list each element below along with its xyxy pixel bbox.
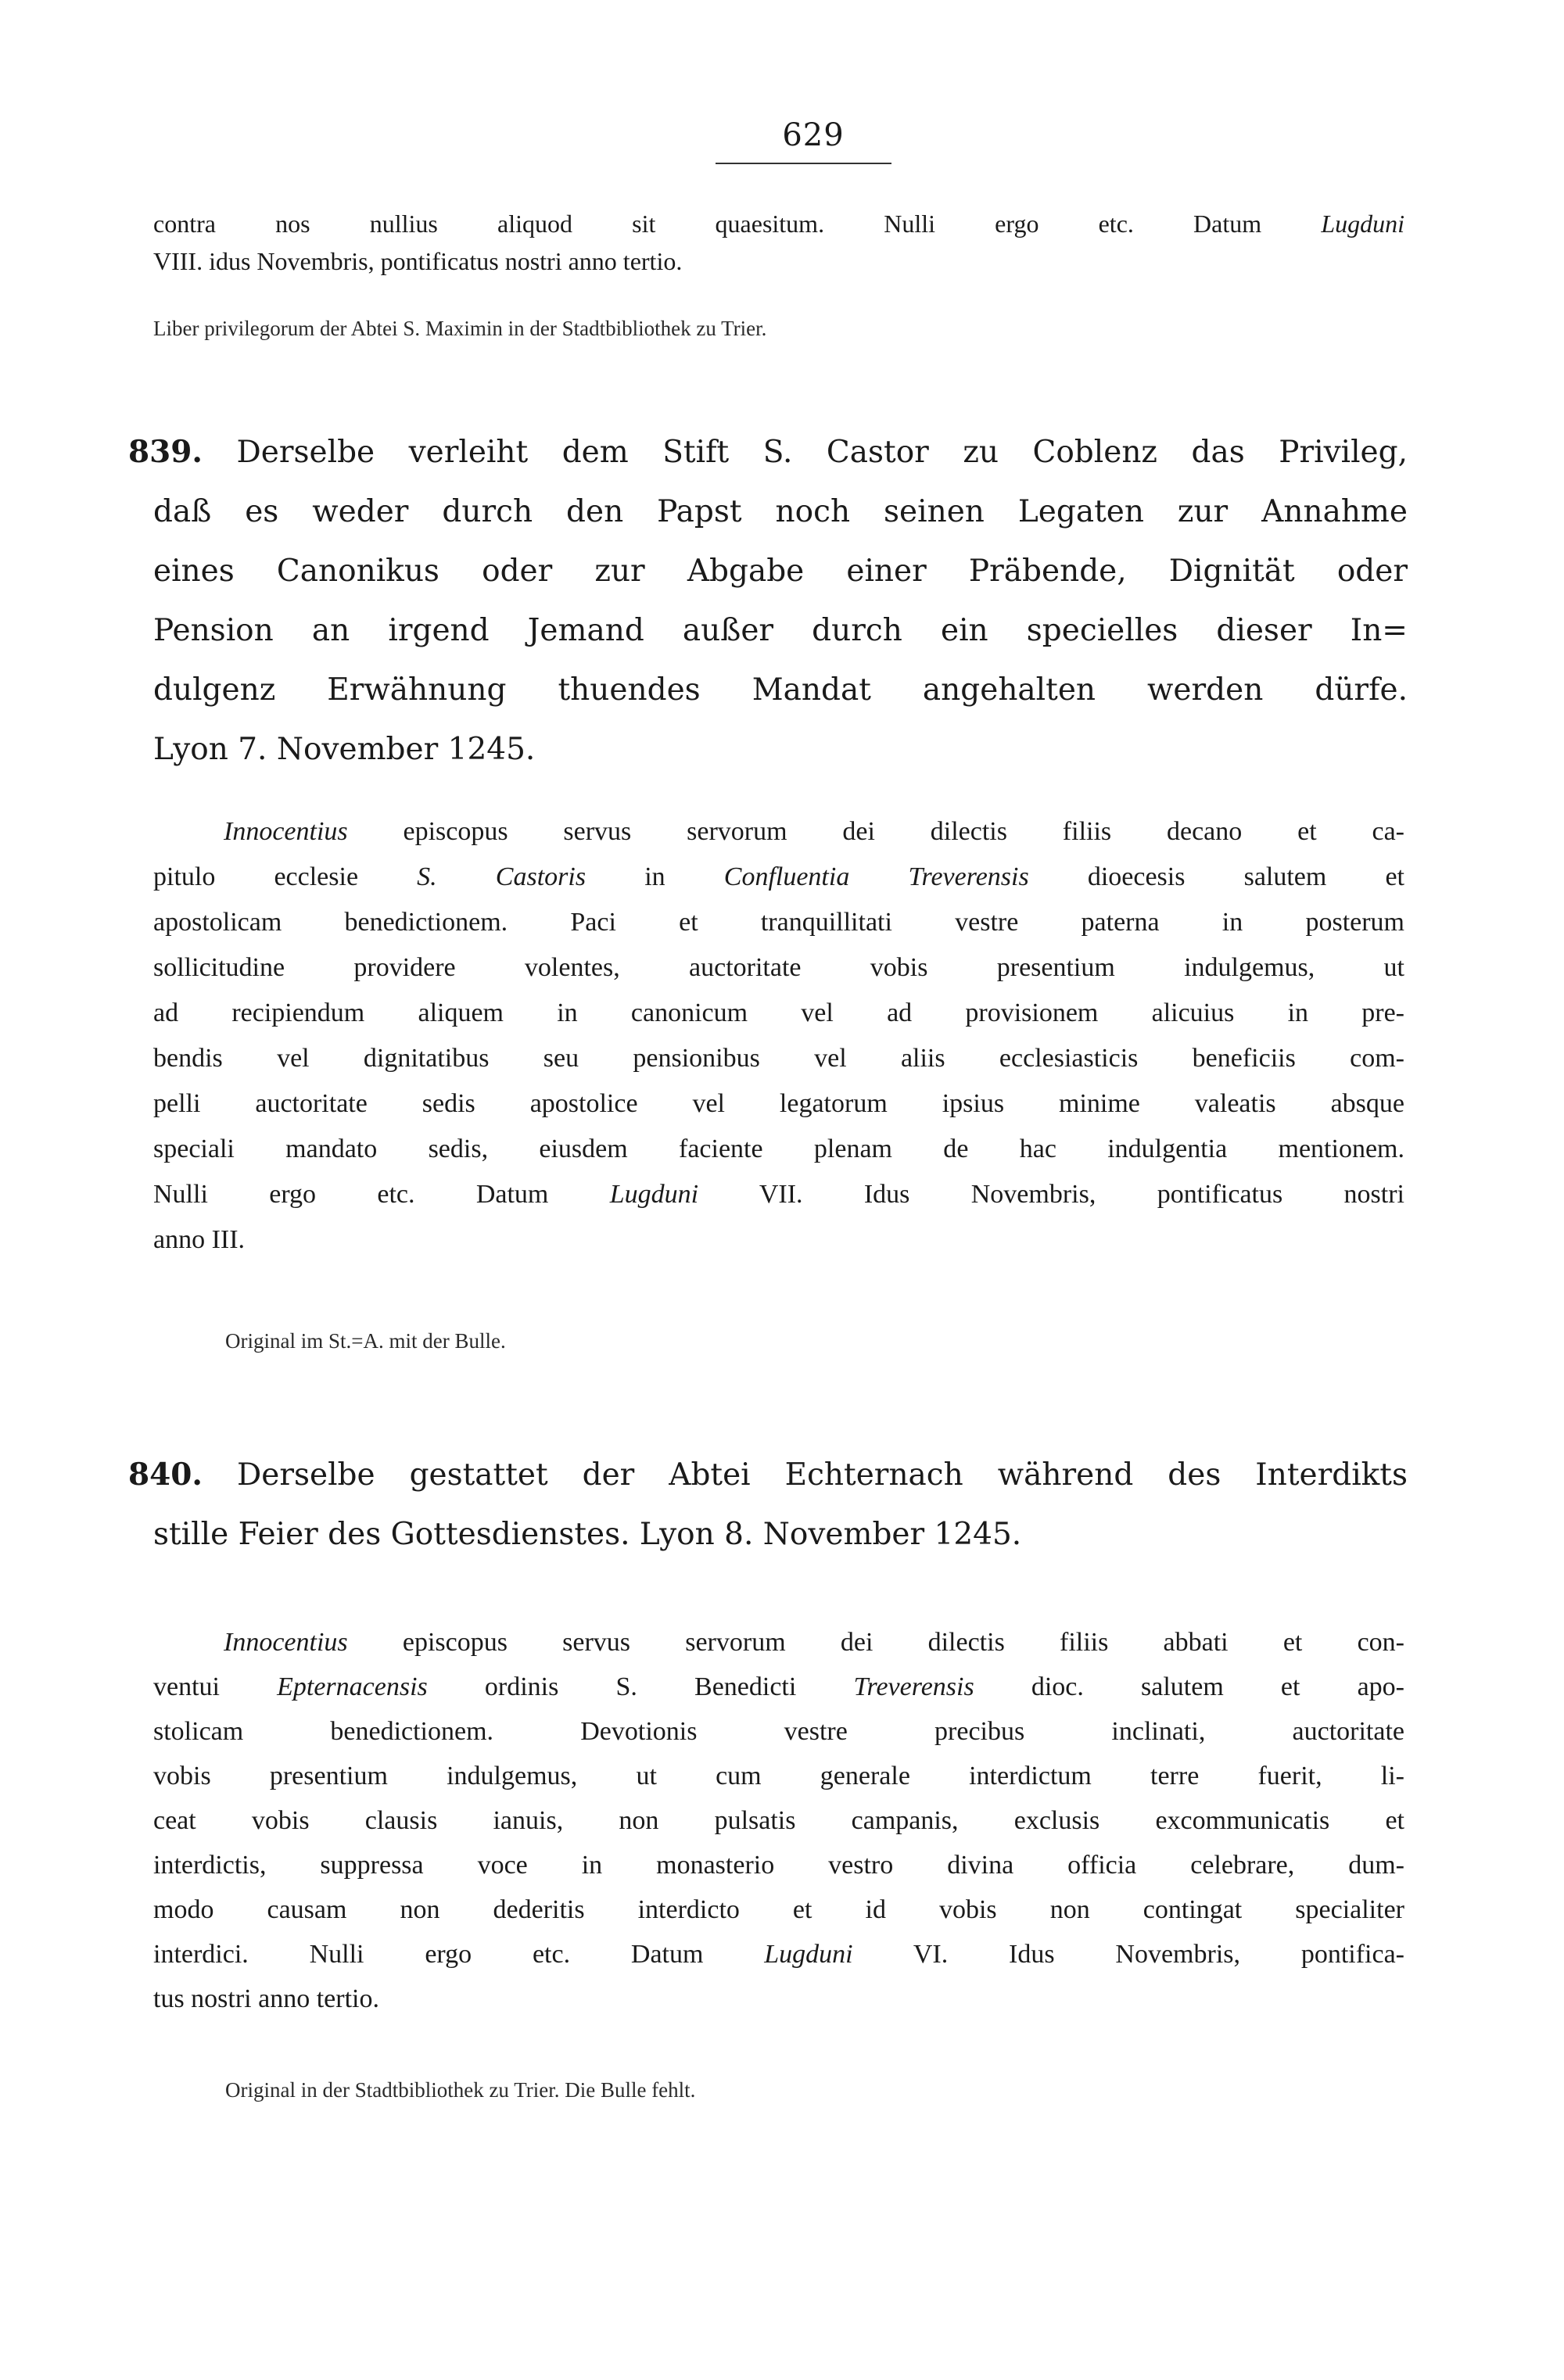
doc840-body-line: vobis presentium indulgemus, ut cum generale interdictum terre fuerit, li-	[153, 1762, 1404, 1790]
doc839-heading	[128, 422, 1408, 780]
doc839-heading-line: Lyon 7. November 1245.	[153, 732, 536, 767]
doc839-body-line: speciali mandato sedis, eiusdem faciente plenam de hac indulgentia mentionem.	[153, 1134, 1404, 1163]
doc840-heading	[128, 1445, 1408, 1565]
doc839-body-line: anno III.	[153, 1225, 246, 1254]
doc839-heading-line: Pension an irgend Jemand außer durch ein specielles dieser In=	[153, 613, 1408, 648]
doc839-body-line: pitulo ecclesie S. Castoris in Confluentia Treverensis dioecesis salutem et	[153, 862, 1404, 891]
prev-doc-source: Liber privilegorum der Abtei S. Maximin in der Stadtbibliothek zu Trier.	[153, 317, 767, 340]
doc839-body-line: Nulli ergo etc. Datum Lugduni VII. Idus Novembris, pontificatus nostri	[153, 1180, 1404, 1209]
doc840-body-line: tus nostri anno tertio.	[153, 1984, 379, 2013]
doc839-body-line: bendis vel dignitatibus seu pensionibus vel aliis ecclesiasticis beneficiis com-	[153, 1044, 1404, 1073]
doc839-body	[153, 809, 1404, 1263]
doc839-body-line: pelli auctoritate sedis apostolice vel legatorum ipsius minime valeatis absque	[153, 1089, 1404, 1118]
doc839-heading-line: 839. Derselbe verleiht dem Stift S. Castor zu Coblenz das Privileg,	[128, 434, 1408, 470]
doc840-heading-line: 840. Derselbe gestattet der Abtei Echternach während des Interdikts	[128, 1457, 1408, 1493]
doc840-heading-line: stille Feier des Gottesdienstes. Lyon 8. November 1245.	[153, 1517, 1022, 1552]
doc839-body-line: apostolicam benedictionem. Paci et tranquillitati vestre paterna in posterum	[153, 908, 1404, 937]
page-number-rule	[716, 163, 891, 164]
doc840-source: Original in der Stadtbibliothek zu Trier. Die Bulle fehlt.	[225, 2078, 696, 2102]
doc839-source: Original im St.=A. mit der Bulle.	[225, 1329, 506, 1353]
doc840-body-line: ventui Epternacensis ordinis S. Benedicti Treverensis dioc. salutem et apo-	[153, 1672, 1404, 1701]
doc840-body-line: ceat vobis clausis ianuis, non pulsatis campanis, exclusis excommunicatis et	[153, 1806, 1404, 1835]
doc839-number: 839.	[128, 434, 203, 470]
doc839-heading-line: eines Canonikus oder zur Abgabe einer Präbende, Dignität oder	[153, 554, 1408, 589]
page-number: 629	[782, 117, 845, 153]
doc839-heading-line: daß es weder durch den Papst noch seinen Legaten zur Annahme	[153, 494, 1408, 529]
doc839-body-line: ad recipiendum aliquem in canonicum vel ad provisionem alicuius in pre-	[153, 998, 1404, 1027]
doc839-body-line: sollicitudine providere volentes, auctoritate vobis presentium indulgemus, ut	[153, 953, 1404, 982]
prev-doc-line: VIII. idus Novembris, pontificatus nostri anno tertio.	[153, 247, 683, 275]
doc840-body-line: modo causam non dederitis interdicto et id vobis non contingat specialiter	[153, 1895, 1404, 1924]
doc839-body-line: Innocentius episcopus servus servorum dei dilectis filiis decano et ca-	[224, 817, 1404, 846]
doc839-heading-line: dulgenz Erwähnung thuendes Mandat angehalten werden dürfe.	[153, 672, 1408, 708]
doc840-number: 840.	[128, 1457, 203, 1493]
doc840-body-line: interdictis, suppressa voce in monasterio vestro divina officia celebrare, dum-	[153, 1851, 1404, 1880]
prev-doc-text	[153, 205, 1404, 280]
doc840-body	[153, 1620, 1404, 2021]
doc840-body-line: interdici. Nulli ergo etc. Datum Lugduni VI. Idus Novembris, pontifica-	[153, 1940, 1404, 1969]
doc840-body-line: Innocentius episcopus servus servorum dei dilectis filiis abbati et con-	[224, 1628, 1404, 1657]
doc840-body-line: stolicam benedictionem. Devotionis vestre precibus inclinati, auctoritate	[153, 1717, 1404, 1746]
prev-doc-line: contra nos nullius aliquod sit quaesitum. Nulli ergo etc. Datum Lugduni	[153, 210, 1404, 238]
